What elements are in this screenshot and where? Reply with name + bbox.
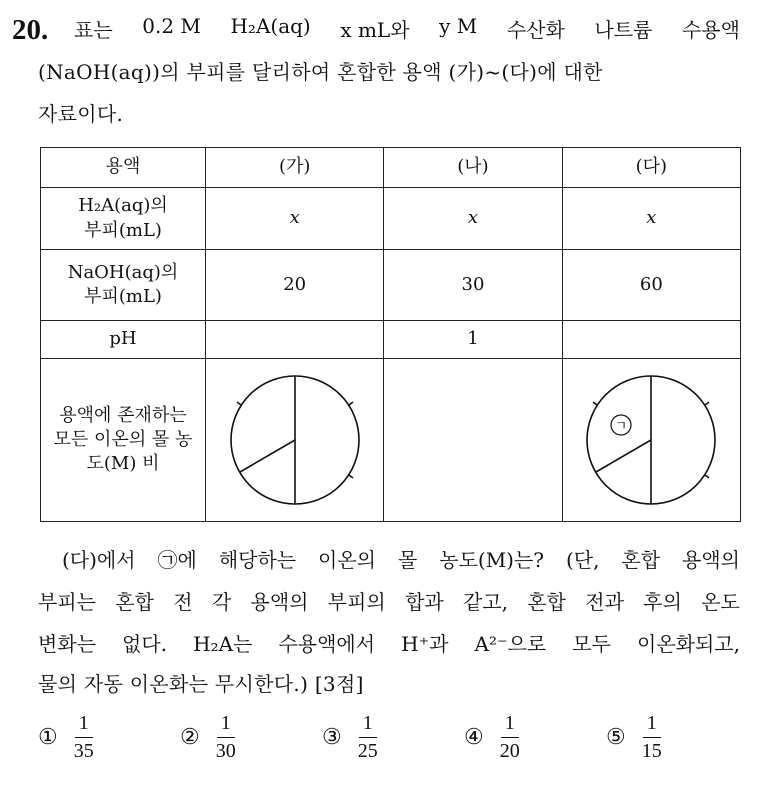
prompt-word: H₂A는 [193, 632, 253, 656]
prompt-word: 없다. [122, 632, 168, 656]
prompt-word: 해당하는 [218, 548, 297, 572]
choice-5[interactable] [606, 712, 666, 763]
question-number: 20. [12, 14, 49, 46]
prompt-word: 변화는 [38, 632, 96, 656]
choice-number: ② [180, 725, 200, 750]
prompt-word: 전 [173, 590, 193, 614]
prompt-word: A²⁻으로 [474, 632, 547, 656]
table-cell: 30 [384, 250, 562, 321]
choice-4[interactable] [464, 712, 524, 763]
prompt-word: 혼합 [621, 548, 661, 572]
table-row [41, 188, 741, 250]
prompt-word: 혼합 [527, 590, 566, 614]
intro-word: x mL와 [340, 18, 410, 42]
table-cell: 60 [562, 250, 740, 321]
answer-choices [0, 712, 762, 782]
table-cell: x [562, 188, 740, 250]
fraction-numerator: 1 [643, 712, 661, 738]
intro-word: 나트륨 [594, 18, 653, 42]
table-cell: x [384, 188, 562, 250]
choice-fraction [496, 712, 524, 763]
table-header-cell: (다) [562, 148, 740, 188]
prompt-word: 합과 [405, 590, 444, 614]
fraction-denominator: 15 [641, 740, 662, 762]
prompt-word: 온도 [701, 590, 740, 614]
row-label-ph: pH [41, 321, 206, 359]
prompt-word: 혼합 [115, 590, 154, 614]
choice-fraction [638, 712, 666, 763]
fraction-numerator: 1 [359, 712, 377, 738]
table-cell: 20 [206, 250, 384, 321]
prompt-word: ㉠에 [157, 548, 197, 572]
table-row [41, 250, 741, 321]
table-cell: 1 [384, 321, 562, 359]
prompt-word: 수용액에서 [278, 632, 376, 656]
prompt-line-1 [62, 544, 740, 573]
fraction-denominator: 25 [357, 740, 378, 762]
fraction-numerator: 1 [75, 712, 93, 738]
fraction-numerator: 1 [501, 712, 519, 738]
prompt-word: 전과 [585, 590, 624, 614]
data-table [40, 147, 741, 522]
intro-word: 수산화 [506, 18, 565, 42]
row-label-naoh-volume: NaOH(aq)의 부피(mL) [41, 250, 206, 321]
intro-word: y M [439, 14, 478, 38]
prompt-word: H⁺과 [401, 632, 449, 656]
question-intro-line-1 [74, 14, 740, 43]
pie-marker-label: ㄱ [615, 419, 628, 434]
choice-fraction [70, 712, 98, 763]
prompt-word: 부피는 [38, 590, 96, 614]
prompt-word: 용액의 [682, 548, 740, 572]
prompt-word: 농도(M)는? [439, 548, 545, 572]
prompt-line-4: 물의 자동 이온화는 무시한다.) [3점] [38, 672, 364, 696]
prompt-word: 각 [211, 590, 232, 614]
pie-cell-na-empty [384, 359, 562, 522]
fraction-numerator: 1 [217, 712, 235, 738]
prompt-word: 몰 [397, 548, 418, 572]
prompt-word: (단, [565, 548, 600, 572]
row-label-ion-ratio: 용액에 존재하는 모든 이온의 몰 농도(M) 비 [41, 359, 206, 522]
table-header-cell: (나) [384, 148, 562, 188]
prompt-word: 후의 [643, 590, 682, 614]
prompt-line-3 [38, 628, 740, 657]
ion-ratio-pie-da [581, 370, 721, 510]
prompt-word: 이온의 [318, 548, 377, 572]
choice-3[interactable] [322, 712, 382, 763]
table-header-cell: 용액 [41, 148, 206, 188]
question-intro-line-2: (NaOH(aq))의 부피를 달리하여 혼합한 용액 (가)~(다)에 대한 [38, 60, 603, 84]
fraction-denominator: 35 [73, 740, 94, 762]
choice-1[interactable] [38, 712, 98, 763]
intro-word: 0.2 M [142, 14, 201, 38]
prompt-word: 모두 [572, 632, 611, 656]
choice-number: ④ [464, 725, 484, 750]
fraction-denominator: 20 [499, 740, 520, 762]
prompt-word: 같고, [463, 590, 509, 614]
prompt-word: (다)에서 [62, 548, 136, 572]
ion-ratio-pie-ga [225, 370, 365, 510]
prompt-word: 부피의 [327, 590, 386, 614]
question-intro-line-3: 자료이다. [38, 102, 124, 126]
table-cell [562, 321, 740, 359]
fraction-denominator: 30 [215, 740, 236, 762]
prompt-line-2 [38, 586, 740, 615]
choice-2[interactable] [180, 712, 240, 763]
table-row [41, 359, 741, 522]
table-cell [206, 321, 384, 359]
prompt-word: 이온화되고, [637, 632, 740, 656]
intro-word: 표는 [74, 18, 113, 42]
table-header-cell: (가) [206, 148, 384, 188]
row-label-h2a-volume: H₂A(aq)의 부피(mL) [41, 188, 206, 250]
choice-fraction [354, 712, 382, 763]
choice-number: ③ [322, 725, 342, 750]
intro-word: 수용액 [681, 18, 740, 42]
choice-fraction [212, 712, 240, 763]
intro-word: H₂A(aq) [230, 14, 311, 38]
table-cell: x [206, 188, 384, 250]
pie-cell-ga [206, 359, 384, 522]
choice-number: ① [38, 725, 58, 750]
table-header-row [41, 148, 741, 188]
pie-cell-da [562, 359, 740, 522]
choice-number: ⑤ [606, 725, 626, 750]
table-row [41, 321, 741, 359]
prompt-word: 용액의 [250, 590, 309, 614]
